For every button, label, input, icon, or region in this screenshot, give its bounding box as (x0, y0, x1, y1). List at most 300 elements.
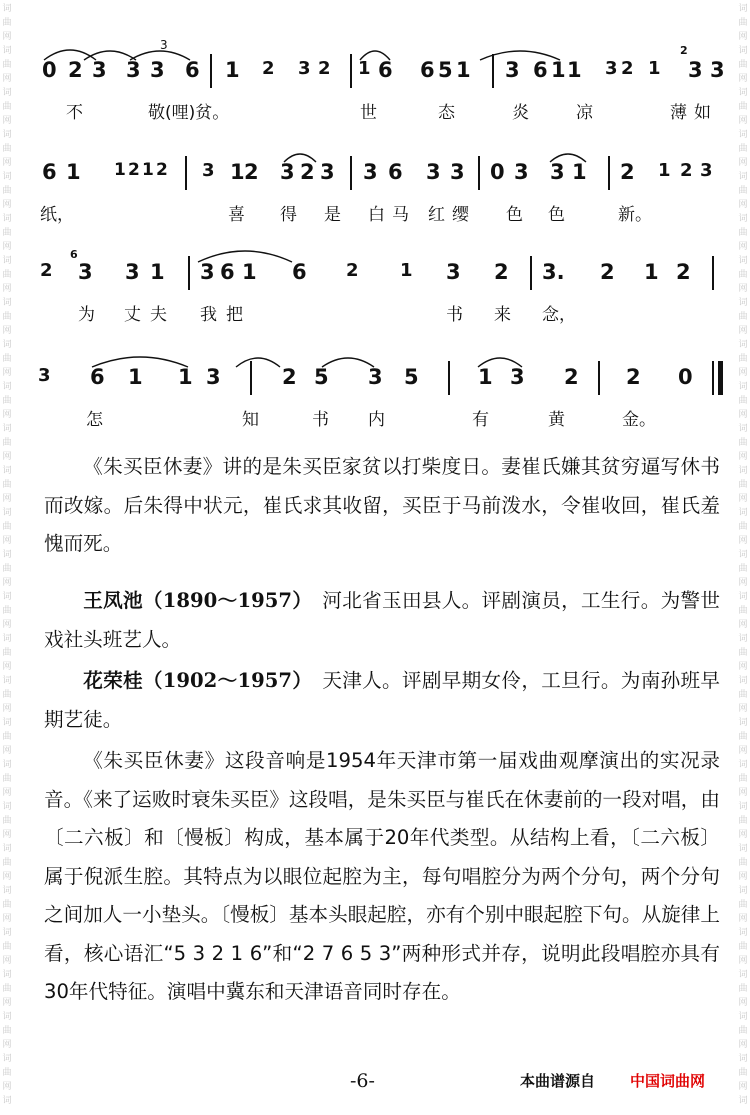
note: 3 (150, 58, 165, 82)
watermark-glyph: 词 (738, 1012, 748, 1022)
watermark-glyph: 曲 (738, 942, 748, 952)
lyric: 念， (542, 305, 576, 325)
lyric: 书 (446, 305, 463, 325)
watermark-glyph: 网 (2, 116, 12, 126)
note: 3 (550, 160, 565, 184)
lyric: 新。 (618, 205, 652, 225)
watermark-glyph: 网 (2, 662, 12, 672)
watermark-glyph: 网 (2, 578, 12, 588)
watermark-glyph: 网 (2, 704, 12, 714)
watermark-glyph: 词 (738, 46, 748, 56)
watermark-glyph: 网 (738, 32, 748, 42)
note: 2 (262, 58, 275, 79)
note: 2 (68, 58, 83, 82)
watermark-glyph: 网 (2, 620, 12, 630)
watermark-glyph: 词 (2, 4, 12, 14)
watermark-glyph: 网 (738, 452, 748, 462)
note: 2 (282, 365, 297, 389)
note: 6 (220, 260, 235, 284)
performer-name: 王凤池（1890～1957） (83, 589, 303, 612)
notes-row (30, 38, 730, 92)
note: 2 (676, 260, 691, 284)
watermark-glyph: 曲 (2, 942, 12, 952)
watermark-glyph: 曲 (738, 396, 748, 406)
watermark-glyph: 词 (2, 466, 12, 476)
watermark-glyph: 词 (2, 88, 12, 98)
watermark-glyph: 网 (738, 1082, 748, 1092)
watermark-glyph: 曲 (738, 900, 748, 910)
watermark-glyph: 词 (738, 214, 748, 224)
note: 3 (202, 160, 215, 181)
watermark-glyph: 曲 (2, 144, 12, 154)
watermark-glyph: 词 (738, 1054, 748, 1064)
note: 2 (494, 260, 509, 284)
notes-row (30, 250, 730, 294)
bar-line (250, 361, 252, 395)
note: 1 (242, 260, 257, 284)
note: 2 (620, 160, 635, 184)
watermark-glyph: 词 (2, 550, 12, 560)
watermark-glyph: 网 (738, 830, 748, 840)
watermark-glyph: 词 (738, 340, 748, 350)
watermark-glyph: 曲 (738, 732, 748, 742)
note: 2 (600, 260, 615, 284)
note: 1 (150, 260, 165, 284)
watermark-glyph: 曲 (738, 186, 748, 196)
watermark-glyph: 词 (2, 676, 12, 686)
watermark-glyph: 词 (738, 802, 748, 812)
watermark-glyph: 词 (738, 424, 748, 434)
grace-note: 6 (70, 248, 78, 261)
note: 3. (542, 260, 565, 284)
note: 1 (478, 365, 493, 389)
watermark-glyph: 曲 (2, 186, 12, 196)
note: 3 (446, 260, 461, 284)
watermark-glyph: 网 (738, 788, 748, 798)
site-name-link[interactable]: 中国词曲网 (630, 1072, 706, 1090)
note: 1 (225, 58, 240, 82)
watermark-glyph: 曲 (738, 18, 748, 28)
watermark-glyph: 曲 (2, 480, 12, 490)
note: 1 (644, 260, 659, 284)
watermark-glyph: 网 (738, 326, 748, 336)
watermark-glyph: 词 (2, 214, 12, 224)
lyrics-row (30, 98, 730, 128)
watermark-glyph: 曲 (2, 732, 12, 742)
page-number: -6- (350, 1070, 375, 1092)
watermark-glyph: 网 (738, 914, 748, 924)
score-line-2 (30, 150, 730, 240)
performer-name: 花荣桂（1902～1957） (83, 669, 303, 692)
watermark-glyph: 词 (2, 298, 12, 308)
watermark-glyph: 词 (2, 844, 12, 854)
score-line-3 (30, 250, 730, 340)
note: 2 (244, 160, 259, 184)
lyric: 知 (242, 410, 259, 430)
note: 2 (300, 160, 315, 184)
watermark-glyph: 网 (738, 872, 748, 882)
watermark-glyph: 曲 (2, 648, 12, 658)
watermark-glyph: 词 (738, 172, 748, 182)
note: 5 (438, 58, 453, 82)
watermark-glyph: 词 (2, 382, 12, 392)
watermark-glyph: 曲 (2, 564, 12, 574)
watermark-glyph: 词 (2, 172, 12, 182)
watermark-glyph: 曲 (738, 438, 748, 448)
watermark-glyph: 曲 (738, 858, 748, 868)
note: 3 (450, 160, 465, 184)
lyric: 色 (506, 205, 523, 225)
note: 3 (700, 160, 713, 181)
bar-line (478, 156, 480, 190)
left-watermark-strip (0, 0, 14, 1115)
lyric: 纸， (40, 205, 74, 225)
lyric: 缨 (452, 205, 469, 225)
note: 1 (456, 58, 471, 82)
watermark-glyph: 曲 (2, 102, 12, 112)
paragraph-wang-fengchi: 王凤池（1890～1957） 河北省玉田县人。评剧演员，工生行。为警世戏社头班艺人。 (44, 589, 720, 651)
note: 3 (126, 58, 141, 82)
watermark-glyph: 词 (2, 1054, 12, 1064)
note: 6 (42, 160, 57, 184)
score-line-4 (30, 355, 730, 445)
lyric: 内 (368, 410, 385, 430)
lyric: 夫 (150, 305, 167, 325)
watermark-glyph: 词 (738, 88, 748, 98)
lyric: 凉 (576, 103, 593, 123)
bar-line (210, 54, 212, 88)
watermark-glyph: 词 (738, 466, 748, 476)
watermark-glyph: 网 (2, 494, 12, 504)
watermark-glyph: 曲 (2, 312, 12, 322)
lyric: 马 (392, 205, 409, 225)
notes-row (30, 355, 730, 399)
note: 2 (626, 365, 641, 389)
watermark-glyph: 曲 (738, 984, 748, 994)
paragraph-hua-ronggui: 花荣桂（1902～1957） 天津人。评剧早期女伶，工旦行。为南孙班早期艺徒。 (44, 669, 720, 731)
paragraph-analysis: 《朱买臣休妻》这段音响是1954年天津市第一届戏曲观摩演出的实况录音。《来了运败时衰朱买臣》这段唱，是朱买臣与崔氏在休妻前的一段对唱，由〔二六板〕和〔慢板〕构成，基本属于20年代类型。从结构上看，〔二六板〕属于倪派生腔。其特点为以眼位起腔为主，每句唱腔分为两个分句，两个分句之间加人一小垫头。〔慢板〕基本头眼起腔，亦有个别中眼起腔下句。从旋律上看，核心语汇“5 3 2 1 6”和“2 7 6 5 3”两种形式并存，说明此段唱腔亦具有30年代特征。演唱中冀东和天津语音同时存在。 (44, 749, 720, 1003)
lyric: 书 (312, 410, 329, 430)
lyric: 我 (200, 305, 217, 325)
watermark-glyph: 曲 (738, 228, 748, 238)
lyric: 如 (694, 103, 711, 123)
watermark-glyph: 曲 (738, 1068, 748, 1078)
lyric: 为 (78, 305, 95, 325)
watermark-glyph: 曲 (2, 774, 12, 784)
note: 0 (490, 160, 505, 184)
bar-line (350, 54, 352, 88)
lyric: 金。 (622, 410, 656, 430)
watermark-glyph: 曲 (2, 438, 12, 448)
source-label: 本曲谱源自 (520, 1072, 596, 1090)
watermark-glyph: 网 (2, 452, 12, 462)
bar-line (350, 156, 352, 190)
page-footer (0, 1070, 750, 1100)
watermark-glyph: 词 (738, 508, 748, 518)
triplet-mark: 3 (160, 38, 168, 52)
note: 1 (400, 260, 413, 281)
note: 3 (200, 260, 215, 284)
note: 6 (185, 58, 200, 82)
watermark-glyph: 网 (2, 956, 12, 966)
note: 5 (314, 365, 329, 389)
final-bar-line (718, 361, 723, 395)
score-line-1 (30, 38, 730, 138)
bar-line (712, 361, 714, 395)
note: 1 (66, 160, 81, 184)
watermark-glyph: 网 (738, 746, 748, 756)
watermark-glyph: 网 (738, 578, 748, 588)
note: 1 (658, 160, 671, 181)
bar-line (608, 156, 610, 190)
jianpu-score (30, 40, 730, 460)
watermark-glyph: 词 (738, 886, 748, 896)
watermark-glyph: 网 (2, 788, 12, 798)
lyric: 丈 (124, 305, 141, 325)
watermark-glyph: 网 (2, 536, 12, 546)
watermark-glyph: 网 (2, 746, 12, 756)
watermark-glyph: 曲 (738, 522, 748, 532)
watermark-glyph: 网 (2, 242, 12, 252)
watermark-glyph: 网 (2, 200, 12, 210)
watermark-glyph: 曲 (738, 606, 748, 616)
note: 3 (298, 58, 311, 79)
note: 6 (292, 260, 307, 284)
grace-note: 2 (680, 44, 688, 57)
paragraph-synopsis: 《朱买臣休妻》讲的是朱买臣家贫以打柴度日。妻崔氏嫌其贫穷逼写休书而改嫁。后朱得中状元，崔氏求其收留，买臣于马前泼水，令崔收回，崔氏羞愧而死。 (44, 455, 720, 555)
watermark-glyph: 词 (2, 130, 12, 140)
watermark-glyph: 网 (738, 368, 748, 378)
watermark-glyph: 曲 (2, 522, 12, 532)
note: 3 (426, 160, 441, 184)
watermark-glyph: 曲 (738, 144, 748, 154)
lyric: 把 (226, 305, 243, 325)
lyric: 炎 (512, 103, 529, 123)
bar-line (530, 256, 532, 290)
note: 6 (420, 58, 435, 82)
note: 1 (178, 365, 193, 389)
watermark-glyph: 曲 (738, 270, 748, 280)
lyric: 态 (438, 103, 455, 123)
note: 2 (346, 260, 359, 281)
watermark-glyph: 词 (2, 508, 12, 518)
note: 3 (514, 160, 529, 184)
note: 3 (505, 58, 520, 82)
watermark-glyph: 网 (738, 494, 748, 504)
watermark-glyph: 曲 (2, 690, 12, 700)
note: 3 (710, 58, 725, 82)
watermark-glyph: 词 (2, 46, 12, 56)
lyric: 色 (548, 205, 565, 225)
watermark-glyph: 曲 (738, 564, 748, 574)
note: 3 (510, 365, 525, 389)
watermark-glyph: 词 (2, 592, 12, 602)
watermark-glyph: 曲 (2, 900, 12, 910)
watermark-glyph: 词 (2, 970, 12, 980)
lyric: 来 (494, 305, 511, 325)
watermark-glyph: 曲 (2, 606, 12, 616)
note: 1 (230, 160, 245, 184)
note: 6 (388, 160, 403, 184)
note: 5 (404, 365, 419, 389)
note: 0 (42, 58, 57, 82)
watermark-glyph: 网 (2, 368, 12, 378)
watermark-glyph: 曲 (2, 1026, 12, 1036)
lyric: 薄 (670, 103, 687, 123)
watermark-glyph: 词 (2, 718, 12, 728)
watermark-glyph: 词 (738, 928, 748, 938)
watermark-glyph: 网 (738, 1040, 748, 1050)
lyric: 喜 (228, 205, 245, 225)
watermark-glyph: 网 (2, 914, 12, 924)
watermark-glyph: 词 (2, 802, 12, 812)
watermark-glyph: 网 (738, 536, 748, 546)
lyric: 白 (368, 205, 385, 225)
note: 3 (78, 260, 93, 284)
note: 3 (206, 365, 221, 389)
note: 1 (648, 58, 661, 79)
note: 1 (551, 58, 566, 82)
watermark-glyph: 网 (2, 74, 12, 84)
watermark-glyph: 曲 (738, 774, 748, 784)
watermark-glyph: 词 (738, 298, 748, 308)
watermark-glyph: 词 (738, 382, 748, 392)
note: 2 (318, 58, 331, 79)
watermark-glyph: 网 (738, 158, 748, 168)
watermark-glyph: 词 (738, 634, 748, 644)
watermark-glyph: 曲 (2, 228, 12, 238)
watermark-glyph: 网 (738, 116, 748, 126)
watermark-glyph: 曲 (738, 312, 748, 322)
watermark-glyph: 曲 (738, 1026, 748, 1036)
lyrics-row (30, 200, 730, 230)
note: 1 (128, 365, 143, 389)
watermark-glyph: 词 (2, 634, 12, 644)
bar-line (448, 361, 450, 395)
right-watermark-strip (736, 0, 750, 1115)
watermark-glyph: 网 (738, 74, 748, 84)
lyric: 怎 (86, 410, 103, 430)
watermark-glyph: 词 (2, 928, 12, 938)
watermark-glyph: 网 (2, 326, 12, 336)
note: 2 (680, 160, 693, 181)
note: 2 (128, 160, 140, 180)
watermark-glyph: 曲 (2, 354, 12, 364)
lyric: 得 (280, 205, 297, 225)
watermark-glyph: 词 (738, 592, 748, 602)
watermark-glyph: 网 (2, 1082, 12, 1092)
watermark-glyph: 曲 (2, 1068, 12, 1078)
note: 3 (688, 58, 703, 82)
watermark-glyph: 词 (2, 1096, 12, 1106)
lyrics-row (30, 300, 730, 330)
watermark-glyph: 词 (2, 424, 12, 434)
watermark-glyph: 词 (738, 718, 748, 728)
watermark-glyph: 网 (2, 32, 12, 42)
watermark-glyph: 曲 (2, 60, 12, 70)
watermark-glyph: 网 (2, 158, 12, 168)
note: 3 (363, 160, 378, 184)
note: 3 (280, 160, 295, 184)
note: 2 (621, 58, 634, 79)
note: 1 (567, 58, 582, 82)
lyric: 黄 (548, 410, 565, 430)
watermark-glyph: 网 (2, 410, 12, 420)
note: 3 (38, 365, 51, 386)
note: 1 (358, 58, 371, 79)
note: 1 (142, 160, 154, 180)
watermark-glyph: 网 (738, 956, 748, 966)
watermark-glyph: 词 (738, 970, 748, 980)
note: 2 (40, 260, 53, 281)
note: 0 (678, 365, 693, 389)
watermark-glyph: 网 (738, 704, 748, 714)
watermark-glyph: 词 (738, 676, 748, 686)
bar-line (598, 361, 600, 395)
watermark-glyph: 词 (2, 886, 12, 896)
note: 3 (605, 58, 618, 79)
watermark-glyph: 网 (738, 998, 748, 1008)
watermark-glyph: 曲 (738, 648, 748, 658)
watermark-glyph: 词 (2, 1012, 12, 1022)
note: 6 (378, 58, 393, 82)
watermark-glyph: 曲 (2, 270, 12, 280)
watermark-glyph: 曲 (738, 102, 748, 112)
watermark-glyph: 曲 (738, 60, 748, 70)
watermark-glyph: 网 (2, 284, 12, 294)
note: 2 (156, 160, 168, 180)
lyric: 世 (360, 103, 377, 123)
watermark-glyph: 词 (738, 1096, 748, 1106)
note: 3 (92, 58, 107, 82)
watermark-glyph: 网 (738, 200, 748, 210)
note: 2 (564, 365, 579, 389)
note: 3 (320, 160, 335, 184)
watermark-glyph: 词 (2, 760, 12, 770)
note: 3 (368, 365, 383, 389)
watermark-glyph: 网 (738, 284, 748, 294)
watermark-glyph: 曲 (2, 18, 12, 28)
note: 6 (90, 365, 105, 389)
watermark-glyph: 网 (738, 242, 748, 252)
watermark-glyph: 词 (738, 760, 748, 770)
watermark-glyph: 曲 (738, 816, 748, 826)
watermark-glyph: 词 (738, 4, 748, 14)
lyric: 有 (472, 410, 489, 430)
lyric: 不 (66, 103, 83, 123)
watermark-glyph: 曲 (738, 690, 748, 700)
bar-line (188, 256, 190, 290)
bar-line (492, 54, 494, 88)
watermark-glyph: 网 (738, 620, 748, 630)
watermark-glyph: 曲 (2, 984, 12, 994)
watermark-glyph: 曲 (738, 480, 748, 490)
watermark-glyph: 曲 (2, 858, 12, 868)
watermark-glyph: 词 (738, 256, 748, 266)
lyric: 红 (428, 205, 445, 225)
lyric: 敬(哩)贫。 (148, 103, 230, 123)
watermark-glyph: 曲 (2, 396, 12, 406)
notes-row (30, 150, 730, 194)
watermark-glyph: 网 (738, 410, 748, 420)
watermark-glyph: 词 (738, 550, 748, 560)
lyrics-row (30, 405, 730, 435)
watermark-glyph: 词 (2, 340, 12, 350)
note: 1 (572, 160, 587, 184)
note: 6 (533, 58, 548, 82)
note: 1 (114, 160, 126, 180)
watermark-glyph: 网 (2, 1040, 12, 1050)
